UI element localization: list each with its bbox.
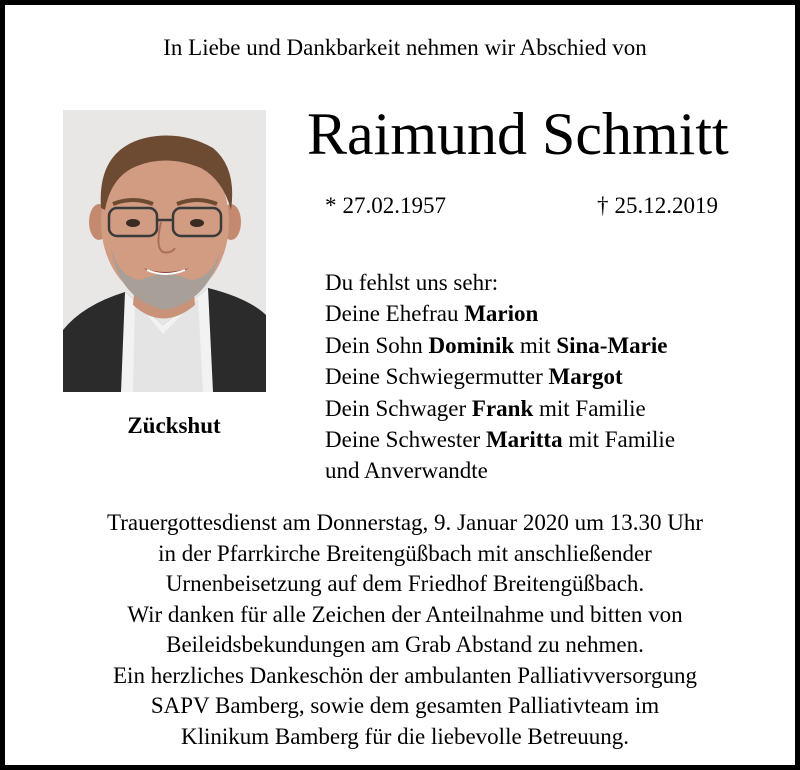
- family-line-son: [325, 330, 765, 361]
- death-cross-icon: †: [597, 193, 609, 218]
- birth-star-icon: *: [325, 193, 337, 218]
- birth-date-group: [325, 191, 446, 221]
- relative-name-partner: Sina-Marie: [556, 332, 668, 358]
- notice-line: Beileidsbekundungen am Grab Abstand zu nehmen.: [166, 632, 644, 657]
- relative-name: Maritta: [485, 427, 563, 453]
- service-notice: [25, 508, 785, 752]
- life-dates: [325, 191, 745, 221]
- relative-name: Margot: [548, 364, 623, 390]
- death-date: 25.12.2019: [614, 193, 718, 218]
- family-heading: Du fehlst uns sehr:: [325, 270, 499, 295]
- notice-line: Ein herzliches Dankeschön der ambulanten Palliativversorgung: [113, 662, 697, 688]
- deceased-name: Raimund Schmitt: [307, 101, 729, 167]
- family-line-brother-in-law: [325, 393, 765, 424]
- relation-text: Deine Schwiegermutter: [325, 364, 549, 390]
- family-list: [325, 267, 765, 487]
- family-line-wife: [325, 298, 765, 329]
- relation-text: Dein Schwager: [325, 395, 472, 421]
- connector-text: mit: [514, 332, 557, 358]
- relative-name: Marion: [464, 301, 539, 327]
- relative-name: Dominik: [428, 332, 515, 358]
- relation-text: Deine Schwester: [325, 427, 486, 453]
- family-line-sister: [325, 424, 765, 455]
- notice-line: SAPV Bamberg, sowie dem gesamten Palliativteam im: [150, 693, 660, 718]
- portrait-photo: [63, 110, 266, 392]
- intro-text: In Liebe und Dankbarkeit nehmen wir Abschied von: [163, 35, 647, 60]
- notice-line: Urnenbeisetzung auf dem Friedhof Breitengüßbach.: [165, 571, 645, 596]
- notice-line: Wir danken für alle Zeichen der Anteilnahme und bitten von: [127, 601, 683, 627]
- notice-line: Trauergottesdienst am Donnerstag, 9. Januar 2020 um 13.30 Uhr: [106, 510, 703, 535]
- birth-date: 27.02.1957: [342, 193, 446, 218]
- notice-line: Klinikum Bamberg für die liebevolle Betreuung.: [181, 723, 629, 749]
- relation-text: Deine Ehefrau: [325, 301, 465, 327]
- death-date-group: [597, 191, 718, 221]
- relative-name: Frank: [471, 395, 534, 421]
- family-closing: und Anverwandte: [325, 458, 488, 484]
- notice-line: in der Pfarrkirche Breitengüßbach mit anschließender: [158, 540, 652, 566]
- relation-text: Dein Sohn: [325, 332, 429, 358]
- suffix-text: mit Familie: [562, 427, 676, 453]
- place-name: Zückshut: [127, 413, 221, 438]
- family-line-mother-in-law: [325, 361, 765, 392]
- suffix-text: mit Familie: [533, 395, 646, 421]
